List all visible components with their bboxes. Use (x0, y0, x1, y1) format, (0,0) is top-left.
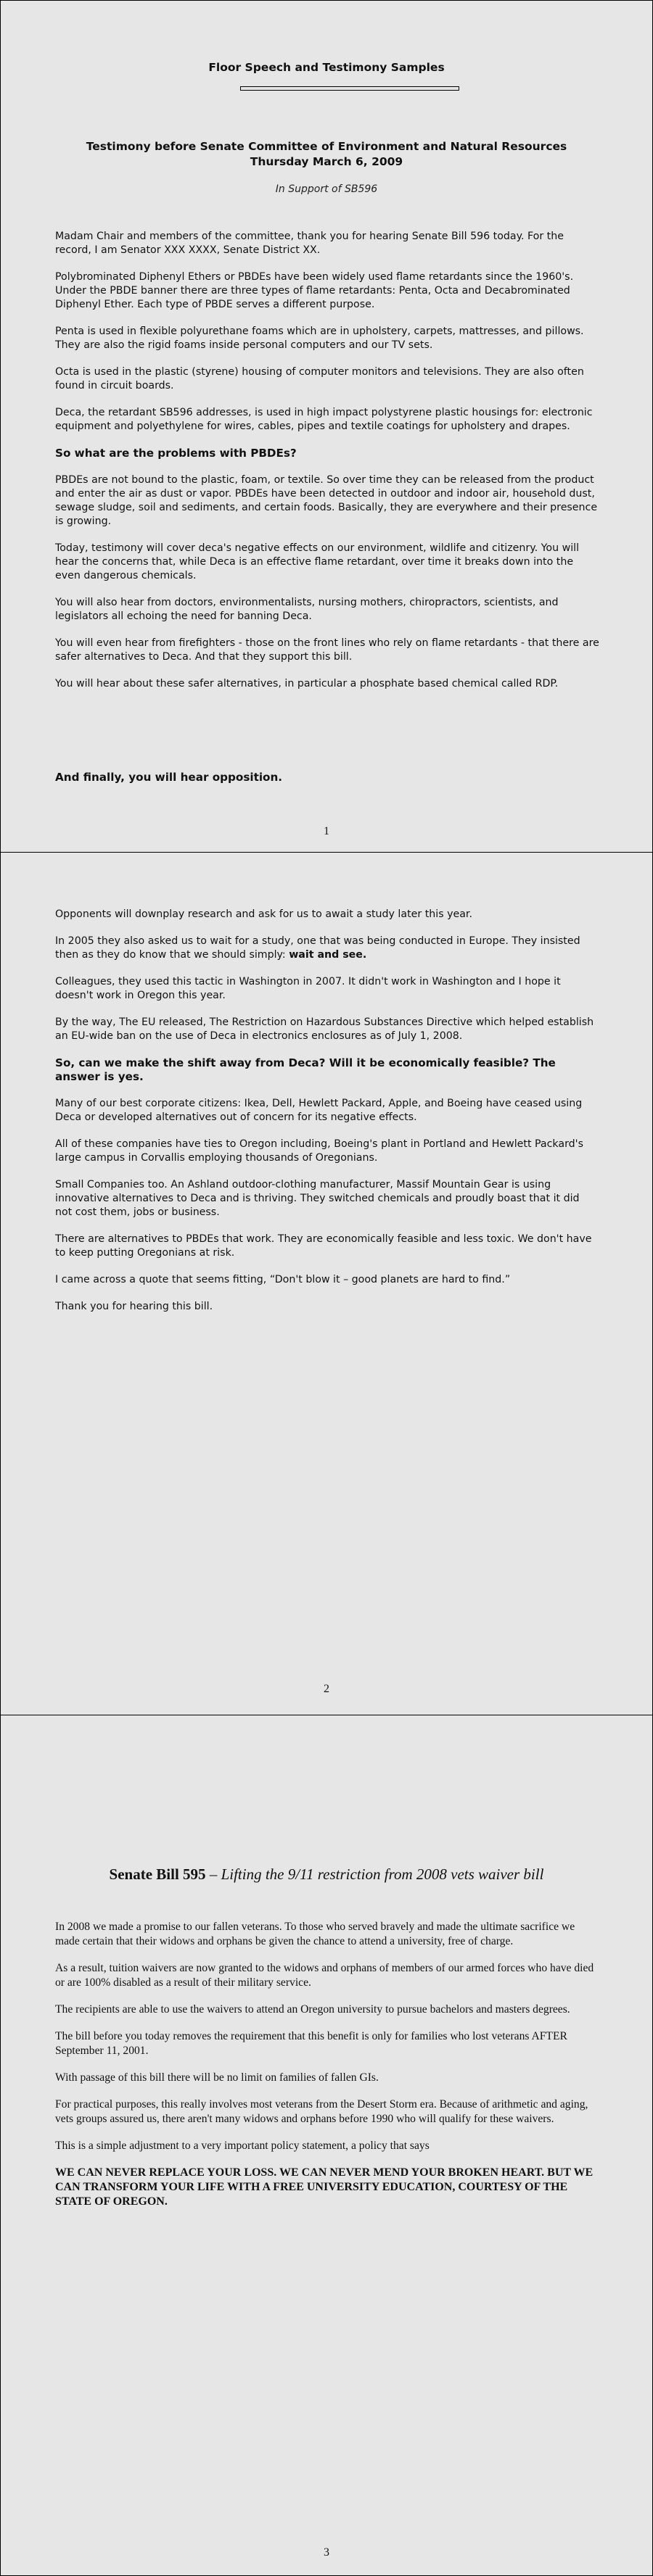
paragraph: There are alternatives to PBDEs that work. They are economically feasible and less toxic. We don't have to keep putting Oregonians at risk. (55, 1233, 592, 1259)
paragraph: This is a simple adjustment to a very important policy statement, a policy that says (55, 2140, 430, 2152)
paragraph: I came across a quote that seems fitting, “Don't blow it – good planets are hard to find.” (55, 1274, 511, 1285)
paragraph: You will even hear from firefighters - those on the front lines who rely on flame retardants - that there are safer alternatives to Deca. And that they support this bill. (55, 637, 599, 663)
bill-name: Senate Bill 595 (109, 1865, 206, 1883)
section-heading: So what are the problems with PBDEs? (55, 447, 297, 460)
closing-line: And finally, you will hear opposition. (55, 771, 283, 784)
paragraph: The bill before you today removes the requirement that this benefit is only for families who lost veterans AFTER September 11, 2001. (55, 2030, 567, 2057)
paragraph: Colleagues, they used this tactic in Washington in 2007. It didn't work in Washington and I hope it doesn't work in Oregon this year. (55, 976, 561, 1001)
document-page-3 (0, 1715, 653, 2576)
testimony-heading (1, 139, 652, 170)
page-number: 3 (324, 2546, 329, 2559)
paragraph: Polybrominated Diphenyl Ethers or PBDEs have been widely used flame retardants since the 1960's. Under the PBDE banner there are three types of flame retardants: Penta, Octa and Decabrominated Diphenyl Ether. Each type of PBDE serves a different purpose. (55, 271, 574, 310)
page-number: 1 (324, 825, 329, 837)
testimony-heading-line1: Testimony before Senate Committee of Environment and Natural Resources (86, 140, 567, 153)
paragraph: The recipients are able to use the waivers to attend an Oregon university to pursue bachelors and masters degrees. (55, 2003, 570, 2016)
testimony-body (55, 230, 599, 704)
document-page-1 (0, 0, 653, 853)
title-rule (240, 86, 459, 91)
bill-description: Lifting the 9/11 restriction from 2008 vets waiver bill (221, 1865, 544, 1883)
paragraph: With passage of this bill there will be no limit on families of fallen GIs. (55, 2071, 379, 2084)
emphasis-text: wait and see. (289, 949, 367, 961)
testimony-heading-line2: Thursday March 6, 2009 (250, 155, 403, 168)
bill-title (1, 1865, 652, 1884)
paragraph: Today, testimony will cover deca's negative effects on our environment, wildlife and citizenry. You will hear the concerns that, while Deca is an effective flame retardant, over time it breaks down into the even dangerous chemicals. (55, 542, 580, 581)
paragraph: You will also hear from doctors, environmentalists, nursing mothers, chiropractors, scientists, and legislators all echoing the need for banning Deca. (55, 597, 559, 622)
paragraph: Opponents will downplay research and ask for us to await a study later this year. (55, 908, 472, 920)
paragraph: You will hear about these safer alternatives, in particular a phosphate based chemical called RDP. (55, 678, 559, 689)
paragraph: As a result, tuition waivers are now granted to the widows and orphans of members of our armed forces who have died or are 100% disabled as a result of their military service. (55, 1962, 594, 1989)
paragraph: Thank you for hearing this bill. (55, 1301, 213, 1312)
paragraph: Penta is used in flexible polyurethane foams which are in upholstery, carpets, mattresses, and pillows. They are also the rigid foams inside personal computers and our TV sets. (55, 326, 584, 351)
paragraph: Many of our best corporate citizens: Ikea, Dell, Hewlett Packard, Apple, and Boeing have ceased using Deca or developed alternatives out of concern for its negative effects. (55, 1098, 583, 1123)
paragraph: All of these companies have ties to Oregon including, Boeing's plant in Portland and Hewlett Packard's large campus in Corvallis employing thousands of Oregonians. (55, 1138, 583, 1164)
closing-block (55, 771, 599, 798)
paragraph: For practical purposes, this really involves most veterans from the Desert Storm era. Because of arithmetic and aging, vets groups assured us, there aren't many widows and orphans before 1990 who will qualify for these waivers. (55, 2098, 588, 2125)
paragraph-text: In 2005 they also asked us to wait for a study, one that was being conducted in Europe. They insisted then as they do know that we should simply: (55, 935, 580, 961)
section-heading: So, can we make the shift away from Deca? Will it be economically feasible? The answer is yes. (55, 1056, 556, 1083)
document-page-2 (0, 852, 653, 1715)
paragraph (55, 935, 599, 962)
paragraph: Deca, the retardant SB596 addresses, is used in high impact polystyrene plastic housings for: electronic equipment and polyethylene for wires, cables, pipes and textile coatings for upholstery and drapes. (55, 407, 593, 432)
bill-separator: – (205, 1865, 221, 1883)
testimony-subtitle: In Support of SB596 (275, 183, 378, 195)
paragraph: By the way, The EU released, The Restriction on Hazardous Substances Directive which helped establish an EU-wide ban on the use of Deca in electronics enclosures as of July 1, 2008. (55, 1016, 594, 1042)
page-number: 2 (324, 1683, 329, 1695)
page-title: Floor Speech and Testimony Samples (208, 61, 445, 74)
paragraph: Madam Chair and members of the committee, thank you for hearing Senate Bill 596 today. For the record, I am Senator XXX XXXX, Senate District XX. (55, 231, 564, 256)
closing-statement: WE CAN NEVER REPLACE YOUR LOSS. WE CAN NEVER MEND YOUR BROKEN HEART. BUT WE CAN TRANSFORM YOUR LIFE WITH A FREE UNIVERSITY EDUCATION, COURTESY OF THE STATE OF OREGON. (55, 2166, 594, 2208)
paragraph: Octa is used in the plastic (styrene) housing of computer monitors and televisions. They are also often found in circuit boards. (55, 366, 584, 392)
bill-body (55, 1920, 599, 2221)
paragraph: Small Companies too. An Ashland outdoor-clothing manufacturer, Massif Mountain Gear is using innovative alternatives to Deca and is thriving. They switched chemicals and proudly boast that it did not cost them, jobs or business. (55, 1179, 580, 1218)
paragraph: PBDEs are not bound to the plastic, foam, or textile. So over time they can be released from the product and enter the air as dust or vapor. PBDEs have been detected in outdoor and indoor air, household dust, sewage sludge, soil and sediments, and certain foods. Basically, they are everywhere and their presence is growing. (55, 474, 598, 527)
paragraph: In 2008 we made a promise to our fallen veterans. To those who served bravely and made the ultimate sacrifice we made certain that their widows and orphans be given the chance to attend a university, free of charge. (55, 1921, 575, 1947)
testimony-body-continued (55, 908, 599, 1327)
